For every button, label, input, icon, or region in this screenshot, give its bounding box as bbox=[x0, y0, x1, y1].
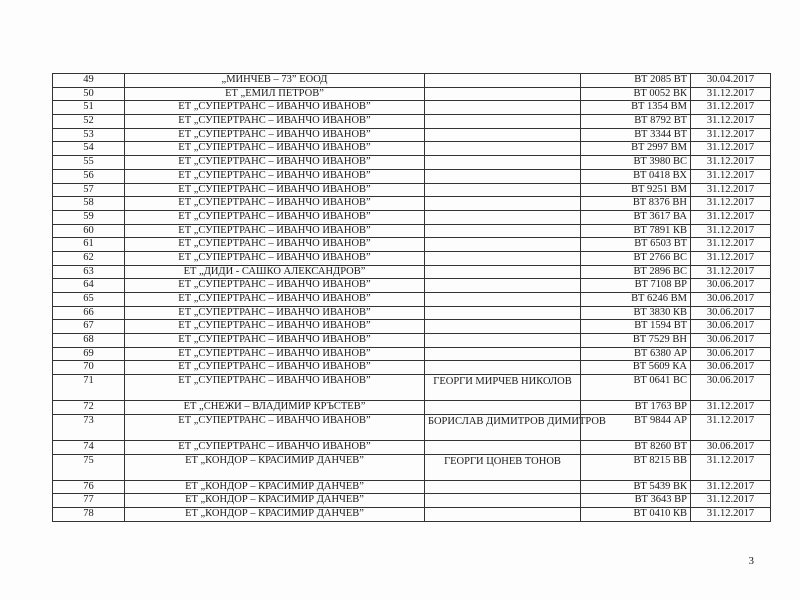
table-row bbox=[53, 251, 771, 265]
plate-number-cell: ВТ 7891 КВ bbox=[581, 224, 691, 238]
plate-number-cell: ВТ 7108 ВР bbox=[581, 279, 691, 293]
expiry-date-cell: 30.06.2017 bbox=[691, 306, 771, 320]
row-number-cell: 76 bbox=[53, 480, 125, 494]
table-row bbox=[53, 480, 771, 494]
expiry-date-cell: 31.12.2017 bbox=[691, 101, 771, 115]
table-row bbox=[53, 115, 771, 129]
person-name-cell bbox=[425, 507, 581, 521]
expiry-date-cell: 30.06.2017 bbox=[691, 440, 771, 454]
plate-number-cell: ВТ 1594 ВТ bbox=[581, 320, 691, 334]
expiry-date-cell: 31.12.2017 bbox=[691, 156, 771, 170]
carrier-name-cell: ЕТ „СУПЕРТРАНС – ИВАНЧО ИВАНОВ” bbox=[125, 347, 425, 361]
table-row bbox=[53, 142, 771, 156]
table-row bbox=[53, 414, 771, 440]
plate-number-cell: ВТ 0052 ВК bbox=[581, 87, 691, 101]
plate-number-cell: ВТ 2997 ВМ bbox=[581, 142, 691, 156]
plate-number-cell: ВТ 7529 ВН bbox=[581, 334, 691, 348]
person-name-cell bbox=[425, 128, 581, 142]
row-number-cell: 65 bbox=[53, 293, 125, 307]
carrier-name-cell: ЕТ „КОНДОР – КРАСИМИР ДАНЧЕВ” bbox=[125, 454, 425, 480]
plate-number-cell: ВТ 2085 ВТ bbox=[581, 74, 691, 88]
plate-number-cell: ВТ 6380 АР bbox=[581, 347, 691, 361]
table-row bbox=[53, 183, 771, 197]
person-name-cell bbox=[425, 142, 581, 156]
plate-number-cell: ВТ 3980 ВС bbox=[581, 156, 691, 170]
expiry-date-cell: 31.12.2017 bbox=[691, 197, 771, 211]
expiry-date-cell: 30.06.2017 bbox=[691, 375, 771, 401]
table-row bbox=[53, 454, 771, 480]
carrier-name-cell: ЕТ „СУПЕРТРАНС – ИВАНЧО ИВАНОВ” bbox=[125, 142, 425, 156]
carrier-name-cell: ЕТ „СУПЕРТРАНС – ИВАНЧО ИВАНОВ” bbox=[125, 334, 425, 348]
row-number-cell: 53 bbox=[53, 128, 125, 142]
row-number-cell: 62 bbox=[53, 251, 125, 265]
expiry-date-cell: 31.12.2017 bbox=[691, 142, 771, 156]
expiry-date-cell: 31.12.2017 bbox=[691, 251, 771, 265]
person-name-cell bbox=[425, 87, 581, 101]
row-number-cell: 57 bbox=[53, 183, 125, 197]
carrier-name-cell: ЕТ „СУПЕРТРАНС – ИВАНЧО ИВАНОВ” bbox=[125, 183, 425, 197]
table-row bbox=[53, 401, 771, 415]
carrier-name-cell: ЕТ „СУПЕРТРАНС – ИВАНЧО ИВАНОВ” bbox=[125, 169, 425, 183]
person-name-cell bbox=[425, 169, 581, 183]
expiry-date-cell: 31.12.2017 bbox=[691, 224, 771, 238]
carrier-name-cell: ЕТ „СУПЕРТРАНС – ИВАНЧО ИВАНОВ” bbox=[125, 251, 425, 265]
table-row bbox=[53, 74, 771, 88]
plate-number-cell: ВТ 0410 КВ bbox=[581, 507, 691, 521]
person-name-cell bbox=[425, 156, 581, 170]
carrier-name-cell: „МИНЧЕВ – 73” ЕООД bbox=[125, 74, 425, 88]
carrier-name-cell: ЕТ „СУПЕРТРАНС – ИВАНЧО ИВАНОВ” bbox=[125, 128, 425, 142]
table-row bbox=[53, 156, 771, 170]
carrier-name-cell: ЕТ „ЕМИЛ ПЕТРОВ” bbox=[125, 87, 425, 101]
plate-number-cell: ВТ 3344 ВТ bbox=[581, 128, 691, 142]
row-number-cell: 60 bbox=[53, 224, 125, 238]
row-number-cell: 63 bbox=[53, 265, 125, 279]
page-number: 3 bbox=[748, 555, 754, 567]
person-name-cell: ГЕОРГИ МИРЧЕВ НИКОЛОВ bbox=[425, 375, 581, 401]
table-row bbox=[53, 265, 771, 279]
carrier-name-cell: ЕТ „СУПЕРТРАНС – ИВАНЧО ИВАНОВ” bbox=[125, 210, 425, 224]
row-number-cell: 75 bbox=[53, 454, 125, 480]
expiry-date-cell: 31.12.2017 bbox=[691, 454, 771, 480]
person-name-cell bbox=[425, 115, 581, 129]
person-name-cell bbox=[425, 197, 581, 211]
person-name-cell: ГЕОРГИ ЦОНЕВ ТОНОВ bbox=[425, 454, 581, 480]
row-number-cell: 61 bbox=[53, 238, 125, 252]
carrier-name-cell: ЕТ „СУПЕРТРАНС – ИВАНЧО ИВАНОВ” bbox=[125, 306, 425, 320]
plate-number-cell: ВТ 9251 ВМ bbox=[581, 183, 691, 197]
row-number-cell: 72 bbox=[53, 401, 125, 415]
carrier-name-cell: ЕТ „КОНДОР – КРАСИМИР ДАНЧЕВ” bbox=[125, 480, 425, 494]
person-name-cell bbox=[425, 401, 581, 415]
table-row bbox=[53, 347, 771, 361]
person-name-cell: БОРИСЛАВ ДИМИТРОВ ДИМИТРОВ bbox=[425, 414, 581, 440]
person-name-cell bbox=[425, 101, 581, 115]
person-name-cell bbox=[425, 347, 581, 361]
carrier-name-cell: ЕТ „СУПЕРТРАНС – ИВАНЧО ИВАНОВ” bbox=[125, 375, 425, 401]
plate-number-cell: ВТ 9844 АР bbox=[581, 414, 691, 440]
plate-number-cell: ВТ 0418 ВХ bbox=[581, 169, 691, 183]
table-row bbox=[53, 238, 771, 252]
person-name-cell bbox=[425, 279, 581, 293]
row-number-cell: 69 bbox=[53, 347, 125, 361]
table-body bbox=[53, 74, 771, 522]
carrier-name-cell: ЕТ „СУПЕРТРАНС – ИВАНЧО ИВАНОВ” bbox=[125, 224, 425, 238]
row-number-cell: 70 bbox=[53, 361, 125, 375]
plate-number-cell: ВТ 5609 КА bbox=[581, 361, 691, 375]
row-number-cell: 52 bbox=[53, 115, 125, 129]
table-row bbox=[53, 494, 771, 508]
person-name-cell bbox=[425, 238, 581, 252]
expiry-date-cell: 31.12.2017 bbox=[691, 414, 771, 440]
table-row bbox=[53, 169, 771, 183]
carrier-name-cell: ЕТ „СУПЕРТРАНС – ИВАНЧО ИВАНОВ” bbox=[125, 279, 425, 293]
table-row bbox=[53, 293, 771, 307]
expiry-date-cell: 30.06.2017 bbox=[691, 279, 771, 293]
plate-number-cell: ВТ 6246 ВМ bbox=[581, 293, 691, 307]
expiry-date-cell: 31.12.2017 bbox=[691, 210, 771, 224]
row-number-cell: 68 bbox=[53, 334, 125, 348]
row-number-cell: 59 bbox=[53, 210, 125, 224]
expiry-date-cell: 31.12.2017 bbox=[691, 183, 771, 197]
person-name-cell bbox=[425, 293, 581, 307]
table-row bbox=[53, 440, 771, 454]
carrier-name-cell: ЕТ „КОНДОР – КРАСИМИР ДАНЧЕВ” bbox=[125, 507, 425, 521]
expiry-date-cell: 30.06.2017 bbox=[691, 347, 771, 361]
table-row bbox=[53, 224, 771, 238]
plate-number-cell: ВТ 8376 ВН bbox=[581, 197, 691, 211]
expiry-date-cell: 30.06.2017 bbox=[691, 334, 771, 348]
row-number-cell: 78 bbox=[53, 507, 125, 521]
person-name-cell bbox=[425, 183, 581, 197]
row-number-cell: 50 bbox=[53, 87, 125, 101]
carrier-name-cell: ЕТ „СНЕЖИ – ВЛАДИМИР КРЪСТЕВ” bbox=[125, 401, 425, 415]
person-name-cell bbox=[425, 320, 581, 334]
person-name-cell bbox=[425, 74, 581, 88]
table-row bbox=[53, 210, 771, 224]
person-name-cell bbox=[425, 334, 581, 348]
carrier-name-cell: ЕТ „СУПЕРТРАНС – ИВАНЧО ИВАНОВ” bbox=[125, 197, 425, 211]
row-number-cell: 58 bbox=[53, 197, 125, 211]
carrier-name-cell: ЕТ „СУПЕРТРАНС – ИВАНЧО ИВАНОВ” bbox=[125, 320, 425, 334]
expiry-date-cell: 31.12.2017 bbox=[691, 87, 771, 101]
plate-number-cell: ВТ 6503 ВТ bbox=[581, 238, 691, 252]
person-name-cell bbox=[425, 210, 581, 224]
table-row bbox=[53, 375, 771, 401]
person-name-cell bbox=[425, 251, 581, 265]
carrier-name-cell: ЕТ „СУПЕРТРАНС – ИВАНЧО ИВАНОВ” bbox=[125, 115, 425, 129]
row-number-cell: 77 bbox=[53, 494, 125, 508]
row-number-cell: 74 bbox=[53, 440, 125, 454]
row-number-cell: 56 bbox=[53, 169, 125, 183]
person-name-cell bbox=[425, 265, 581, 279]
expiry-date-cell: 31.12.2017 bbox=[691, 238, 771, 252]
table-row bbox=[53, 279, 771, 293]
table-row bbox=[53, 320, 771, 334]
plate-number-cell: ВТ 3617 ВА bbox=[581, 210, 691, 224]
person-name-cell bbox=[425, 440, 581, 454]
expiry-date-cell: 30.06.2017 bbox=[691, 293, 771, 307]
expiry-date-cell: 30.06.2017 bbox=[691, 361, 771, 375]
carrier-name-cell: ЕТ „СУПЕРТРАНС – ИВАНЧО ИВАНОВ” bbox=[125, 101, 425, 115]
row-number-cell: 66 bbox=[53, 306, 125, 320]
row-number-cell: 49 bbox=[53, 74, 125, 88]
expiry-date-cell: 31.12.2017 bbox=[691, 494, 771, 508]
expiry-date-cell: 31.12.2017 bbox=[691, 401, 771, 415]
person-name-cell bbox=[425, 494, 581, 508]
expiry-date-cell: 30.06.2017 bbox=[691, 320, 771, 334]
table-row bbox=[53, 306, 771, 320]
table-row bbox=[53, 101, 771, 115]
plate-number-cell: ВТ 8260 ВТ bbox=[581, 440, 691, 454]
row-number-cell: 73 bbox=[53, 414, 125, 440]
row-number-cell: 71 bbox=[53, 375, 125, 401]
row-number-cell: 67 bbox=[53, 320, 125, 334]
table-row bbox=[53, 197, 771, 211]
table-row bbox=[53, 507, 771, 521]
person-name-cell bbox=[425, 361, 581, 375]
expiry-date-cell: 31.12.2017 bbox=[691, 128, 771, 142]
plate-number-cell: ВТ 3643 ВР bbox=[581, 494, 691, 508]
plate-number-cell: ВТ 8792 ВТ bbox=[581, 115, 691, 129]
plate-number-cell: ВТ 1763 ВР bbox=[581, 401, 691, 415]
carrier-name-cell: ЕТ „ДИДИ - САШКО АЛЕКСАНДРОВ” bbox=[125, 265, 425, 279]
table-row bbox=[53, 128, 771, 142]
table-row bbox=[53, 361, 771, 375]
plate-number-cell: ВТ 0641 ВС bbox=[581, 375, 691, 401]
table-row bbox=[53, 87, 771, 101]
expiry-date-cell: 31.12.2017 bbox=[691, 265, 771, 279]
plate-number-cell: ВТ 2766 ВС bbox=[581, 251, 691, 265]
carrier-name-cell: ЕТ „СУПЕРТРАНС – ИВАНЧО ИВАНОВ” bbox=[125, 293, 425, 307]
expiry-date-cell: 31.12.2017 bbox=[691, 115, 771, 129]
plate-number-cell: ВТ 3830 КВ bbox=[581, 306, 691, 320]
person-name-cell bbox=[425, 224, 581, 238]
carrier-register-table bbox=[52, 73, 771, 522]
expiry-date-cell: 31.12.2017 bbox=[691, 507, 771, 521]
expiry-date-cell: 30.04.2017 bbox=[691, 74, 771, 88]
carrier-name-cell: ЕТ „СУПЕРТРАНС – ИВАНЧО ИВАНОВ” bbox=[125, 361, 425, 375]
plate-number-cell: ВТ 2896 ВС bbox=[581, 265, 691, 279]
carrier-name-cell: ЕТ „КОНДОР – КРАСИМИР ДАНЧЕВ” bbox=[125, 494, 425, 508]
table-row bbox=[53, 334, 771, 348]
plate-number-cell: ВТ 5439 ВК bbox=[581, 480, 691, 494]
expiry-date-cell: 31.12.2017 bbox=[691, 169, 771, 183]
row-number-cell: 55 bbox=[53, 156, 125, 170]
person-name-cell bbox=[425, 480, 581, 494]
carrier-name-cell: ЕТ „СУПЕРТРАНС – ИВАНЧО ИВАНОВ” bbox=[125, 440, 425, 454]
carrier-name-cell: ЕТ „СУПЕРТРАНС – ИВАНЧО ИВАНОВ” bbox=[125, 238, 425, 252]
carrier-name-cell: ЕТ „СУПЕРТРАНС – ИВАНЧО ИВАНОВ” bbox=[125, 156, 425, 170]
expiry-date-cell: 31.12.2017 bbox=[691, 480, 771, 494]
plate-number-cell: ВТ 1354 ВМ bbox=[581, 101, 691, 115]
row-number-cell: 51 bbox=[53, 101, 125, 115]
row-number-cell: 64 bbox=[53, 279, 125, 293]
row-number-cell: 54 bbox=[53, 142, 125, 156]
person-name-cell bbox=[425, 306, 581, 320]
plate-number-cell: ВТ 8215 ВВ bbox=[581, 454, 691, 480]
carrier-name-cell: ЕТ „СУПЕРТРАНС – ИВАНЧО ИВАНОВ” bbox=[125, 414, 425, 440]
